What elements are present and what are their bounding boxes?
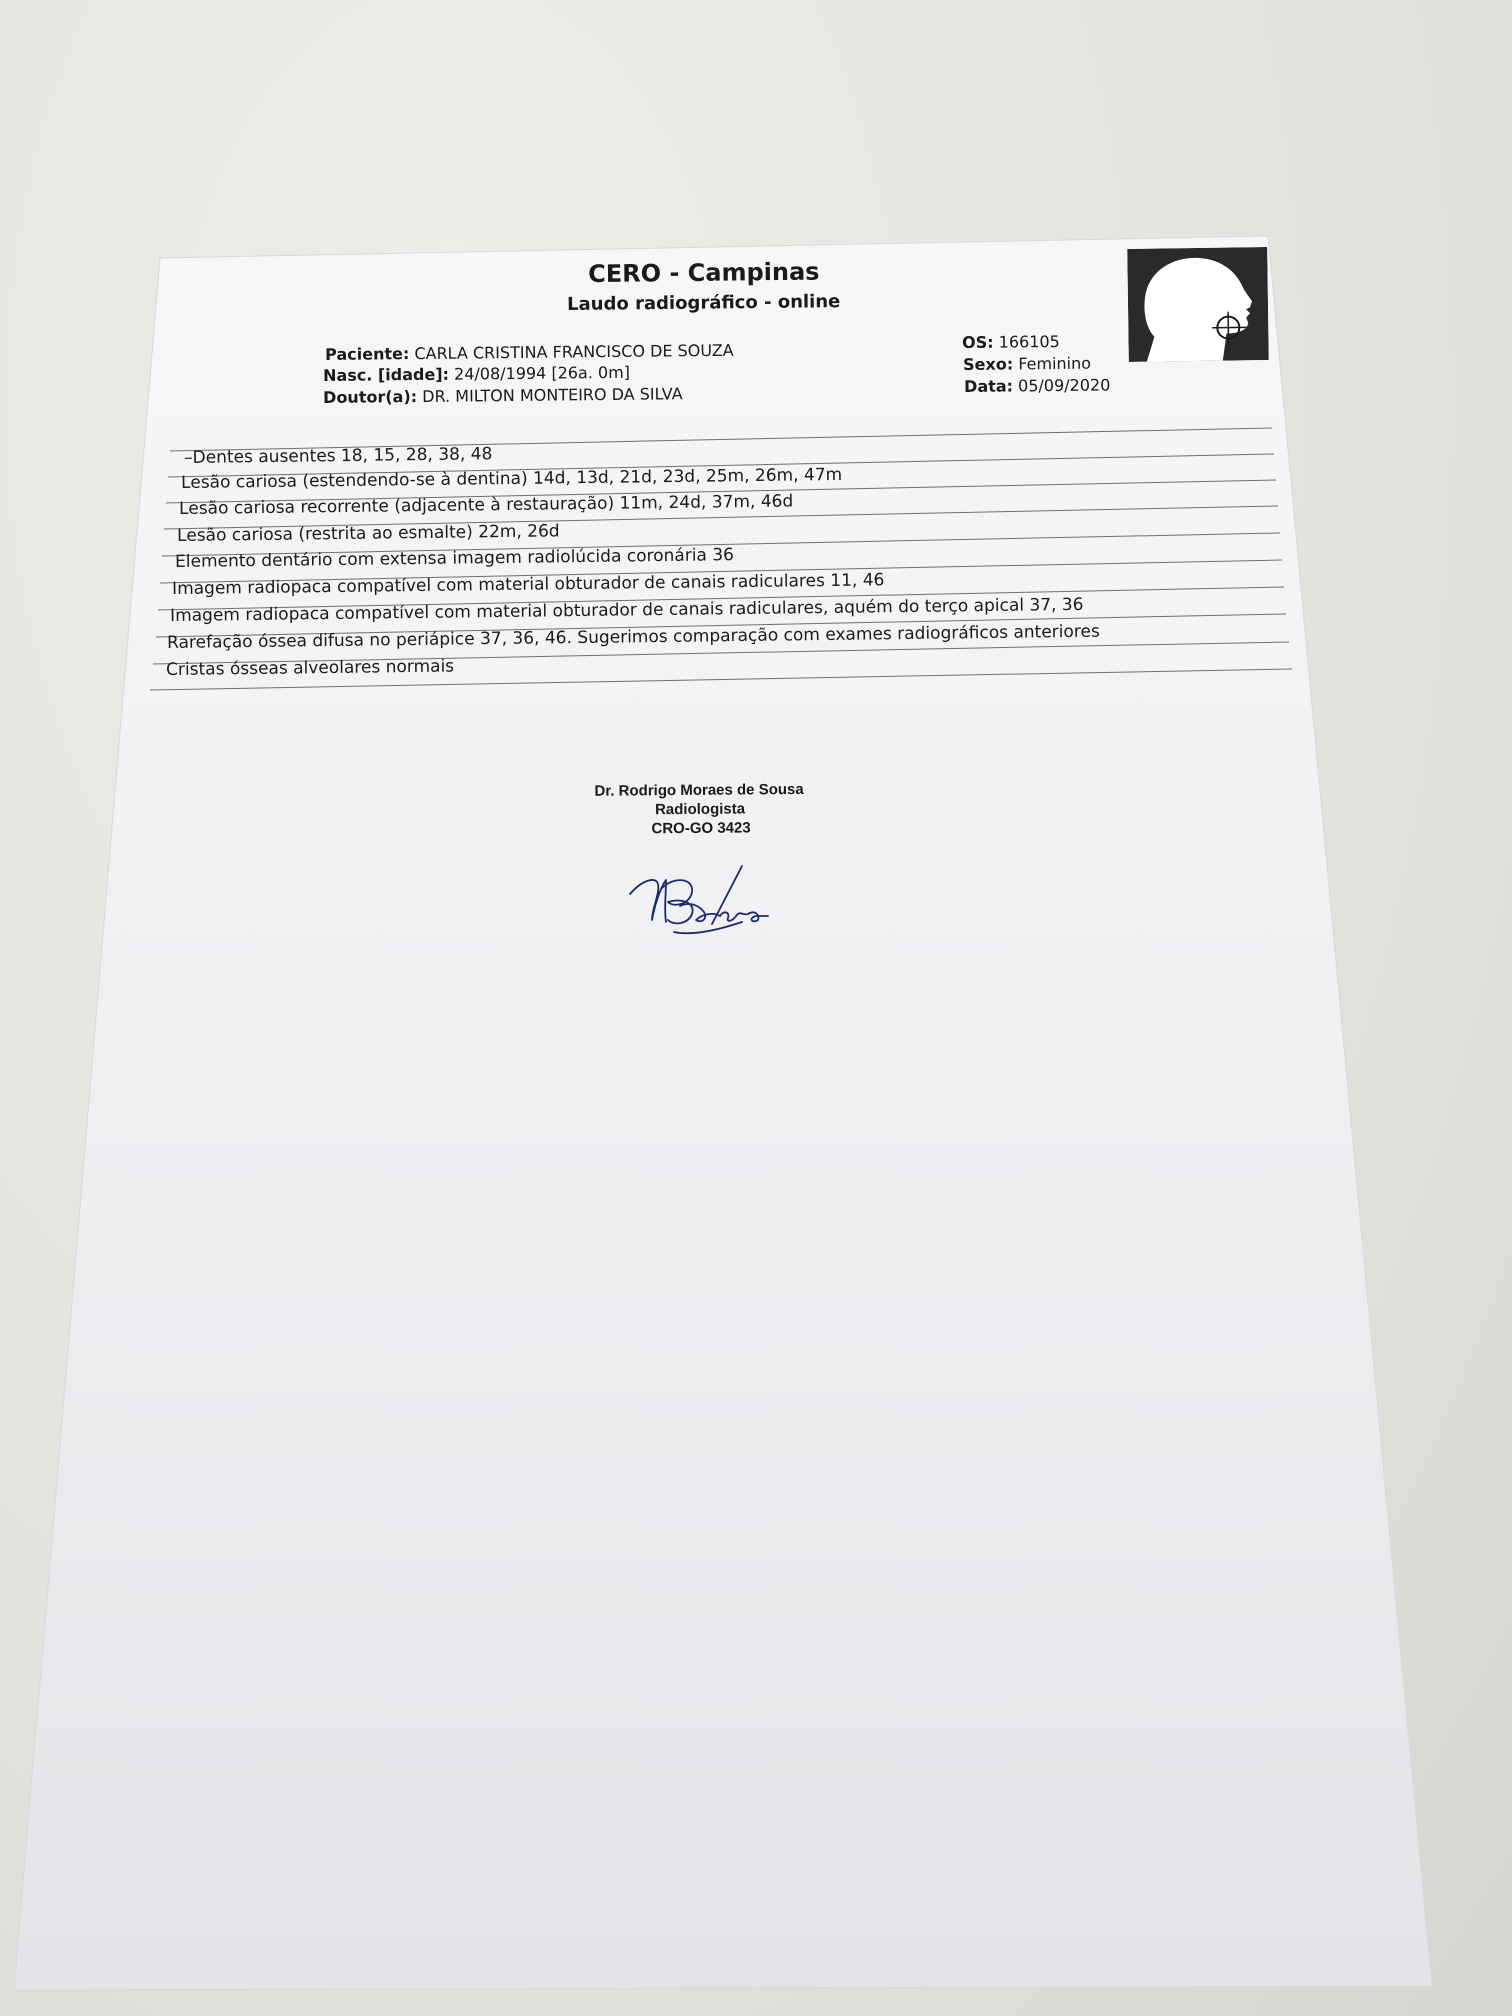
os-line [962,332,1060,352]
finding-item: Rarefação óssea difusa no periápice 37, 36, 46. Sugerimos comparação com exames radiográficos anteriores [167,621,1100,653]
finding-item: Cristas ósseas alveolares normais [166,656,455,680]
patient-name-value: CARLA CRISTINA FRANCISCO DE SOUZA [414,340,734,364]
birth-date-label: Nasc. [idade]: [323,364,450,385]
sex-line [963,354,1091,374]
date-label: Data: [964,376,1014,396]
finding-item: Lesão cariosa recorrente (adjacente à restauração) 11m, 24d, 37m, 46d [179,491,794,519]
finding-item: Imagem radiopaca compatível com material obturador de canais radiculares, aquém do terço apical 37, 36 [170,594,1084,626]
birth-date-line [323,363,630,385]
finding-item: Lesão cariosa (restrita ao esmalte) 22m, 26d [177,521,560,546]
finding-item: –Dentes ausentes 18, 15, 28, 38, 48 [184,444,493,468]
doctor-line [323,384,683,407]
finding-item: Lesão cariosa (estendendo-se à dentina) 14d, 13d, 21d, 23d, 25m, 26m, 47m [181,464,843,493]
report-subtitle: Laudo radiográfico - online [567,291,841,315]
signer-role: Radiologista [654,800,746,819]
signer-name: Dr. Rodrigo Moraes de Sousa [594,780,804,800]
birth-date-value: 24/08/1994 [26a. 0m] [453,362,631,384]
doctor-label: Doutor(a): [323,387,418,407]
date-line [964,375,1110,396]
signer-registration: CRO-GO 3423 [651,819,751,838]
finding-item: Imagem radiopaca compatível com material obturador de canais radiculares 11, 46 [172,570,885,599]
sex-value: Feminino [1018,353,1092,374]
os-label: OS: [962,332,994,352]
os-value: 166105 [998,331,1060,352]
handwritten-signature [622,858,782,938]
finding-item: Elemento dentário com extensa imagem radiolúcida coronária 36 [175,545,735,572]
doctor-value: DR. MILTON MONTEIRO DA SILVA [422,384,683,406]
patient-name-label: Paciente: [325,344,410,364]
report-title: CERO - Campinas [588,257,820,288]
sex-label: Sexo: [963,354,1014,374]
date-value: 05/09/2020 [1018,375,1111,396]
patient-name-line [325,341,734,364]
